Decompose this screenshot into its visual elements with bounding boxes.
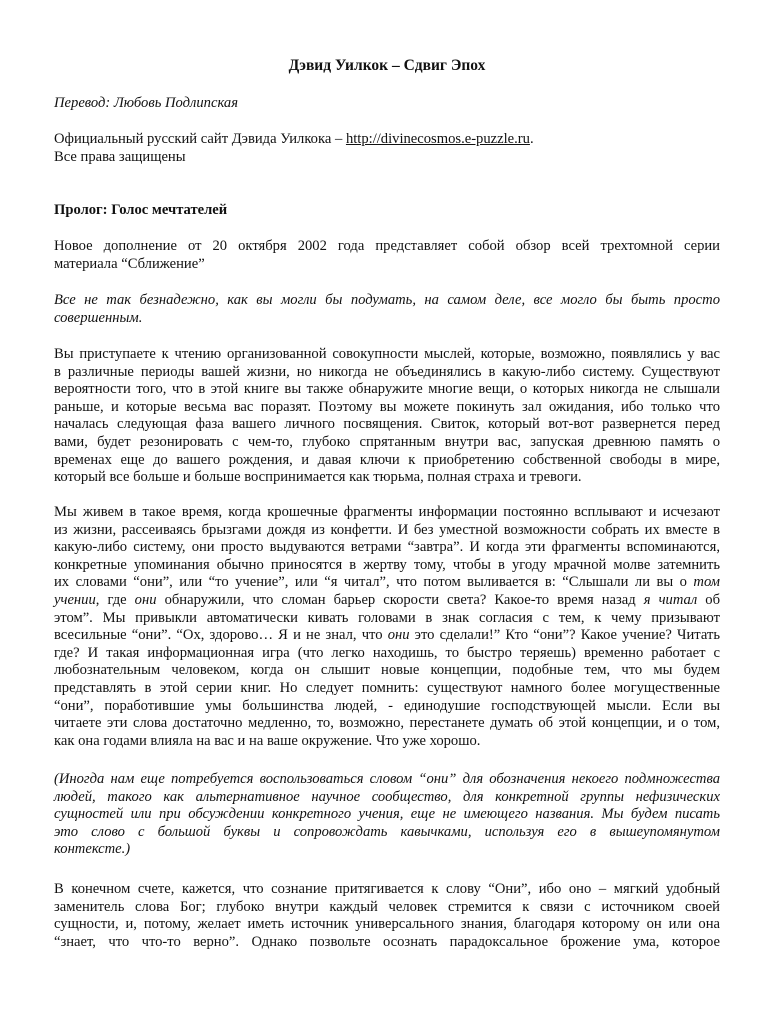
paragraph-line: временах еще до вашего рождения, и давая ключи к приобретению собственной свободы в мире, xyxy=(54,451,720,468)
paragraph-line: этом”. Мы привыкли автоматически кивать головами в знак согласия с тем, к чему призывают xyxy=(54,609,720,626)
emphasis-fragment: они xyxy=(387,627,410,644)
official-site-suffix: . xyxy=(529,131,534,147)
paragraph-line: конкретные упоминания обычно приносятся в жертву тому, чтобы в угоду мрачной молве затемнить xyxy=(54,556,720,573)
paragraph-line: из жизни, рассеиваясь брызгами дождя из конфетти. И без уместной возможности собрать их вместе в xyxy=(54,521,720,538)
paragraph-line: представлять в этой серии книг. Но следует помнить: существуют намного более могущественные xyxy=(54,679,720,696)
line-fragment: обнаружили, что сломан барьер скорости света? Какое-то время назад xyxy=(156,591,644,608)
paragraph-line: (Иногда нам еще потребуется воспользоваться словом “они” для обозначения некоего подмножества xyxy=(54,771,720,787)
official-site-prefix: Официальный русский сайт Дэвида Уилкока – xyxy=(54,131,346,147)
emphasis-fragment: том xyxy=(693,574,720,591)
rights-notice: Все права защищены xyxy=(54,148,186,165)
emphasis-fragment: они xyxy=(134,591,157,608)
paragraph-line: вами, будет резонировать с чем-то, глубоко спрятанным внутри вас, запуская древнюю память о xyxy=(54,433,720,450)
emphasis-fragment: я читал xyxy=(643,591,698,608)
paragraph-line: материала “Сближение” xyxy=(54,255,205,272)
paragraph-line: сущности, и, потому, желает иметь источник универсального знания, благодаря которому он или она xyxy=(54,916,720,933)
paragraph-line: где? И такая информационная игра (что легко находишь, то быстро теряешь) временно работает с xyxy=(54,644,720,661)
paragraph-line: как она годами влияла на вас и на ваше окружение. Что уже хорошо. xyxy=(54,732,481,749)
paragraph-3 xyxy=(54,346,720,487)
paragraph-line: который все больше и больше воспринимается как тюрьма, полная страха и тревоги. xyxy=(54,469,582,486)
paragraph-6 xyxy=(54,881,720,951)
paragraph-line: Мы живем в такое время, когда крошечные фрагменты информации постоянно всплывают и исчезают xyxy=(54,504,720,520)
paragraph-line: вероятности того, что в этой книге вы также обнаружите многие вещи, о которых никогда не слышали xyxy=(54,381,720,398)
paragraph-line: “знает, что что-то верно”. Однако позвольте осознать парадоксальное брожение ума, которое xyxy=(54,933,720,950)
paragraph-line: Новое дополнение от 20 октября 2002 года представляет собой обзор всей трехтомной серии xyxy=(54,238,720,254)
paragraph-line xyxy=(54,627,720,645)
paragraph-line: Все не так безнадежно, как вы могли бы подумать, на самом деле, все могло бы быть просто xyxy=(54,292,720,308)
paragraph-2-italic xyxy=(54,292,720,327)
line-fragment: это сделали!” Кто “они”? Какое учение? Читать xyxy=(409,627,721,644)
official-site-link[interactable]: http://divinecosmos.e-puzzle.ru xyxy=(345,131,530,147)
official-site-block xyxy=(54,131,720,166)
paragraph-5-italic-note xyxy=(54,771,720,859)
paragraph-line: сущностей или при обсуждении конкретного учения, еще не имеющего названия. Мы будем писать xyxy=(54,806,720,823)
paragraph-line: “они”, поработившие умы большинства людей, - единодушие господствующей мысли. Если вы xyxy=(54,697,720,714)
translator-credit: Перевод: Любовь Подлипская xyxy=(54,95,238,111)
paragraph-line: совершенным. xyxy=(54,309,143,326)
emphasis-fragment: учении xyxy=(54,591,96,608)
paragraph-line: В конечном счете, кажется, что сознание притягивается к слову “Они”, ибо оно – мягкий удобный xyxy=(54,881,720,897)
paragraph-line: любознательным человеком, когда он слышит новые концепции, подобные тем, что мы будем xyxy=(54,662,720,679)
paragraph-line: началась следующая фаза вашего личного посвящения. Свиток, который вот-вот развернется перед xyxy=(54,416,720,433)
line-fragment: их словами “они”, или “то учение”, или “я читал”, что потом выливается в: “Слышали ли вы о xyxy=(54,574,694,591)
paragraph-line xyxy=(54,592,720,610)
paragraph-line: это слово с большой буквы и сопровождать кавычками, используя его в вышеупомянутом xyxy=(54,823,720,840)
prologue-heading: Пролог: Голос мечтателей xyxy=(54,202,228,218)
paragraph-line: читаете эти слова достаточно медленно, то, возможно, перестанете думать об этой концепции, и о том, xyxy=(54,715,720,732)
paragraph-line: в различные периоды вашей жизни, но никогда не объединялись в какую-либо систему. Существуют xyxy=(54,363,720,380)
paragraph-line xyxy=(54,574,720,592)
paragraph-4 xyxy=(54,504,720,750)
paragraph-line: раньше, и которые весьма вас поразят. Поэтому вы можете покинуть зал ожидания, ибо только что xyxy=(54,398,720,415)
line-fragment: , где xyxy=(95,591,135,608)
paragraph-line: людей, такого как альтернативное научное сообщество, для конкретной группы нефизических xyxy=(54,788,720,805)
paragraph-line: заменитель слова Бог; глубоко внутри каждый человек стремится к связи с источником своей xyxy=(54,898,720,915)
line-fragment: всесильные “они”. “Ох, здорово… Я и не знал, что xyxy=(54,627,388,644)
paragraph-1 xyxy=(54,238,720,273)
document-title: Дэвид Уилкок – Сдвиг Эпох xyxy=(288,57,486,74)
paragraph-line: Вы приступаете к чтению организованной совокупности мыслей, которые, возможно, появлялись у вас xyxy=(54,346,720,362)
line-fragment: об xyxy=(697,591,720,608)
paragraph-line: какую-либо систему, они просто выдуваются ветрами “завтра”. И когда эти фрагменты вспоминаются, xyxy=(54,539,720,556)
paragraph-line: контексте.) xyxy=(54,841,131,858)
